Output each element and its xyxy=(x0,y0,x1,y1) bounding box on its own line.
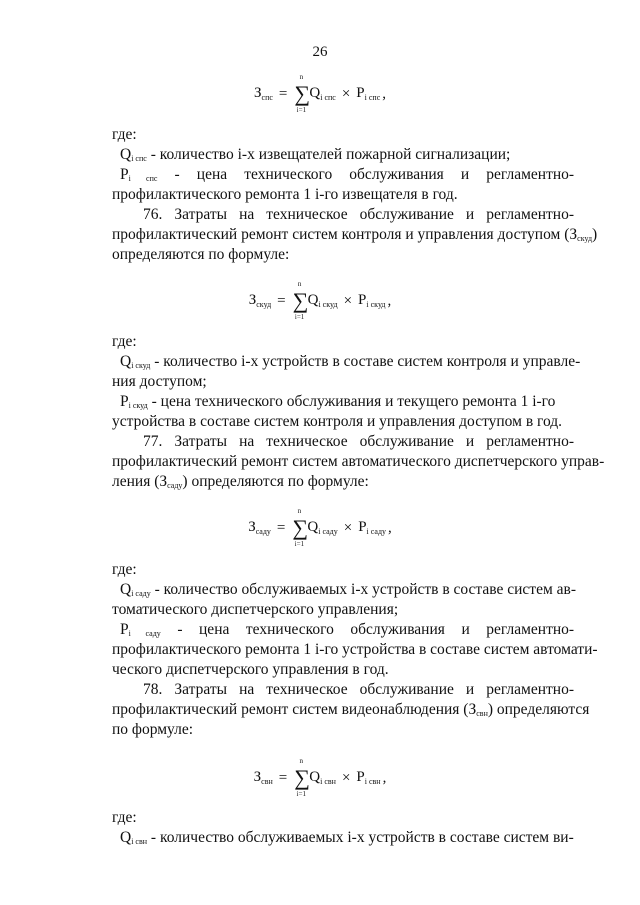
formula-svn: $З_{свн}$ = n ∑ i=1 $Q_{i свн}$ × $P_{i свн}$ , xyxy=(253,757,387,798)
text-line: ния доступом; xyxy=(112,373,207,390)
text-line: профилактический ремонт систем контроля и управления доступом $(З_{скуд})$ xyxy=(112,226,598,243)
formula-lhs: $З_{сaду}$ xyxy=(248,519,271,536)
times-sign: × xyxy=(341,769,351,786)
times-sign: × xyxy=(343,519,353,536)
formula-p: $P_{i скуд}$ xyxy=(358,292,386,309)
text-line: $Q_{i скуд}$ - количество i-х устройств в составе систем контроля и управле- xyxy=(120,353,581,370)
text-line: $P_{i саду}$ - цена технического обслуживания и регламентно- xyxy=(120,621,575,638)
times-sign: × xyxy=(341,85,351,102)
text-line: томатического диспетчерского управления; xyxy=(112,601,399,618)
formula-sps: $З_{спс}$ = n ∑ i=1 $Q_{i спс}$ × $P_{i спс}$ , xyxy=(254,73,386,114)
equals-sign: = xyxy=(278,769,288,786)
text-line: профилактический ремонт систем видеонаблюдения $(З_{свн})$ определяются xyxy=(112,701,590,718)
sum-sign: n ∑ i=1 xyxy=(294,73,311,114)
equals-sign: = xyxy=(276,519,286,536)
formula-lhs: $З_{спс}$ xyxy=(254,85,273,102)
text-line: где: xyxy=(112,809,137,826)
text-line: где: xyxy=(112,333,137,350)
sum-sign: n ∑ i=1 xyxy=(292,507,309,548)
text-line: определяются по формуле: xyxy=(112,246,290,263)
formula-q: $Q_{i скуд}$ xyxy=(307,292,338,309)
text-line: 78. Затраты на техническое обслуживание и регламентно- xyxy=(143,681,575,698)
formula-q: $Q_{i спс}$ xyxy=(309,85,336,102)
equals-sign: = xyxy=(278,85,288,102)
text-line: профилактического ремонта 1 i-го извещателя в год. xyxy=(112,186,458,203)
text-line: $P_{i скуд}$ - цена технического обслуживания и текущего ремонта 1 i-го xyxy=(120,393,556,410)
formula-lhs: $З_{скуд}$ xyxy=(248,292,272,309)
formula-q: $Q_{i свн}$ xyxy=(309,769,336,786)
text-line: по формуле: xyxy=(112,721,194,738)
times-sign: × xyxy=(343,292,353,309)
formula-q: $Q_{i саду}$ xyxy=(307,519,338,536)
text-line: где: xyxy=(112,561,137,578)
formula-skud: $З_{скуд}$ = n ∑ i=1 $Q_{i скуд}$ × $P_{i скуд}$ , xyxy=(248,280,392,321)
sum-sign: n ∑ i=1 xyxy=(294,757,310,798)
text-line: профилактического ремонта 1 i-го устройства в составе систем автомати- xyxy=(112,641,598,658)
text-line: ческого диспетчерского управления в год. xyxy=(112,661,389,678)
text-line: устройства в составе систем контроля и управления доступом в год. xyxy=(112,413,563,430)
text-line: где: xyxy=(112,126,137,143)
text-line: ления $(З_{саду})$ определяются по формуле: xyxy=(112,473,369,490)
text-line: 76. Затраты на техническое обслуживание и регламентно- xyxy=(143,206,575,223)
formula-p: $P_{i спс}$ xyxy=(356,85,381,102)
text-line: $Q_{i саду}$ - количество обслуживаемых i-х устройств в составе систем ав- xyxy=(120,581,576,598)
text-line: $Q_{i спс}$ - количество i-х извещателей пожарной сигнализации; xyxy=(120,146,511,163)
sum-sign: n ∑ i=1 xyxy=(292,280,309,321)
text-line: $P_{i спс}$ - цена технического обслуживания и регламентно- xyxy=(120,166,575,183)
equals-sign: = xyxy=(277,292,286,309)
text-line: профилактический ремонт систем автоматического диспетчерского управ- xyxy=(112,453,605,470)
page-number: 26 xyxy=(312,44,328,60)
formula-lhs: $З_{свн}$ xyxy=(253,769,273,786)
text-line: $Q_{i свн}$ - количество обслуживаемых i-х устройств в составе систем ви- xyxy=(120,829,574,846)
text-line: 77. Затраты на техническое обслуживание и регламентно- xyxy=(143,433,575,450)
formula-p: $P_{i саду}$ xyxy=(358,519,387,536)
formula-sadu: $З_{сaду}$ = n ∑ i=1 $Q_{i саду}$ × $P_{i саду}$ , xyxy=(248,507,392,548)
formula-p: $P_{i свн}$ xyxy=(356,769,381,786)
